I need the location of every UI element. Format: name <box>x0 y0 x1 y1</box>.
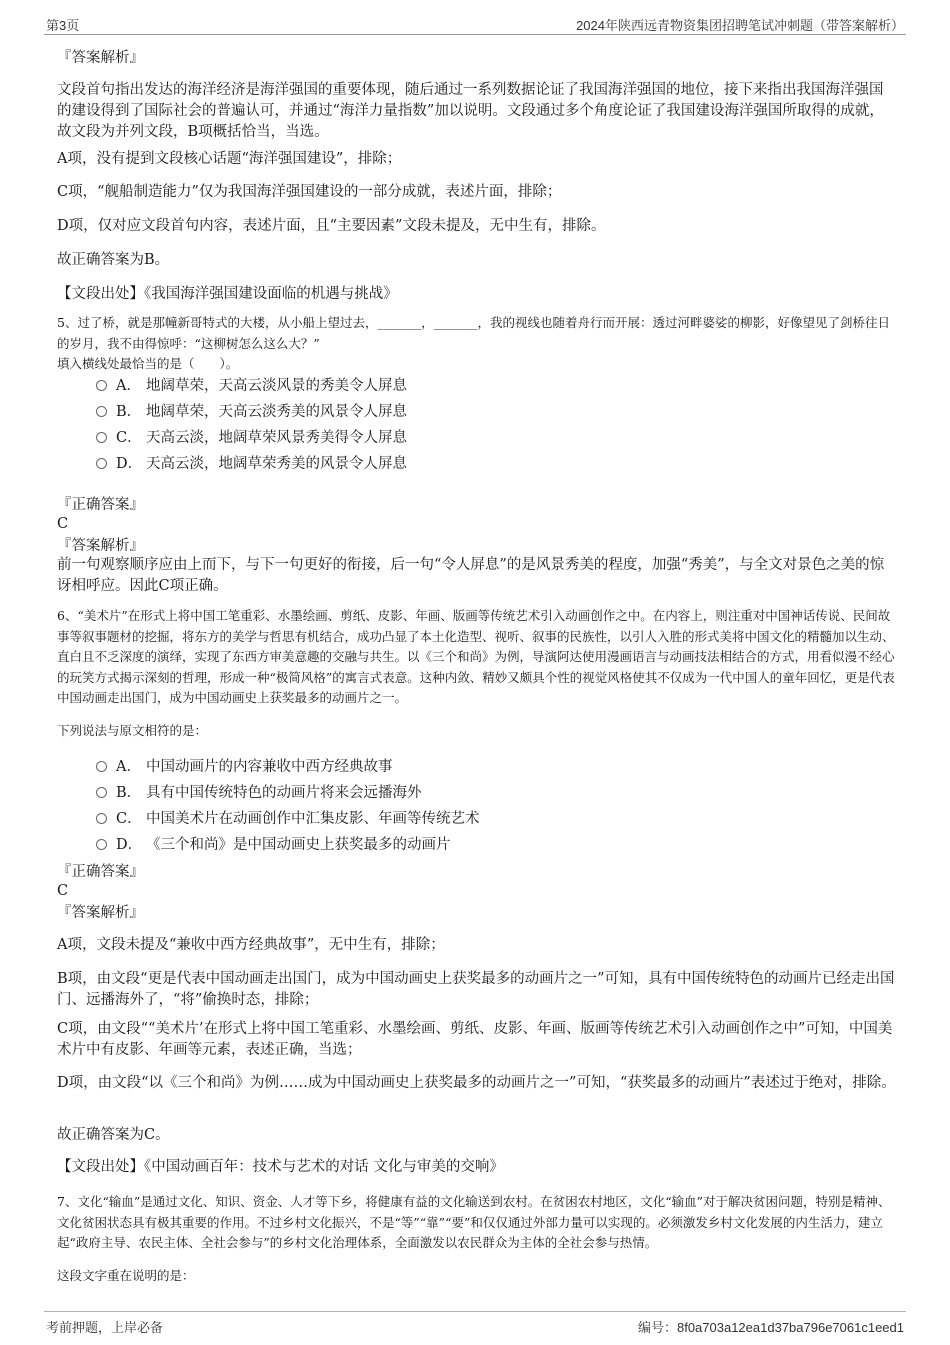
radio-icon[interactable] <box>96 458 107 469</box>
q4-option-c-analysis: C项，“舰船制造能力”仅为我国海洋强国建设的一部分成就，表述片面，排除； <box>57 184 562 200</box>
q6-option-d-analysis: D项，由文段“以《三个和尚》为例……成为中国动画史上获奖最多的动画片之一”可知，“获奖最多的动画片”表述过于绝对，排除。 <box>57 1075 896 1091</box>
q5-answer-label: 『正确答案』 <box>57 497 144 513</box>
q7-prompt: 这段文字重在说明的是： <box>57 1268 195 1283</box>
q7-stem: 7、文化“输血”是通过文化、知识、资金、人才等下乡，将健康有益的文化输送到农村。在贫困农村地区，文化“输血”对于解决贫困问题，特别是精神、文化贫困状态具有极其重要的作用。不过乡村文化振兴，不是“等”“靠”“要”和仅仅通过外部力量可以实现的。必须激发乡村文化发展的内生活力，建立起“政府主导、农民主体、全社会参与”的乡村文化治理体系，全面激发以农民群众为主体的全社会参与热情。 <box>57 1194 891 1250</box>
document-code-label: 编号： <box>637 1320 677 1335</box>
q5-analysis-text: 前一句观察顺序应由上而下，与下一句更好的衔接，后一句“令人屏息”的是风景秀美的程度，加强“秀美”，与全文对景色之美的惊讶相呼应。因此C项正确。 <box>57 557 885 594</box>
page-header <box>44 14 906 35</box>
q5-stem: 5、过了桥，就是那幢新哥特式的大楼，从小船上望过去，_______，_______，我的视线也随着舟行而开展：透过河畔婆娑的柳影，好像望见了剑桥往日的岁月，我不由得惊呼：“这柳树怎么这么大？” <box>57 315 890 351</box>
page-number: 第3页 <box>46 18 80 33</box>
q4-conclusion: 故正确答案为B。 <box>57 252 170 268</box>
q6-answer-label: 『正确答案』 <box>57 864 144 880</box>
radio-icon[interactable] <box>96 380 107 391</box>
document-title: 2024年陕西远青物资集团招聘笔试冲刺题（带答案解析） <box>576 18 904 33</box>
q6-option-b-analysis: B项，由文段“更是代表中国动画走出国门，成为中国动画史上获奖最多的动画片之一”可知，具有中国传统特色的动画片已经走出国门、远播海外了，“将”偷换时态，排除； <box>57 971 895 1008</box>
q6-analysis-label: 『答案解析』 <box>57 905 144 921</box>
radio-icon[interactable] <box>96 761 107 772</box>
q5-option-c[interactable]: C． 天高云淡，地阔草荣风景秀美得令人屏息 <box>96 428 407 448</box>
q5-prompt: 填入横线处最恰当的是（ ）。 <box>57 356 239 371</box>
q4-analysis-label: 『答案解析』 <box>57 50 144 66</box>
q4-source: 【文段出处】《我国海洋强国建设面临的机遇与挑战》 <box>57 286 398 302</box>
q6-option-d[interactable]: D． 《三个和尚》是中国动画史上获奖最多的动画片 <box>96 835 451 855</box>
q4-analysis-text: 文段首句指出发达的海洋经济是海洋强国的重要体现，随后通过一系列数据论证了我国海洋强国的地位，接下来指出我国海洋强国的建设得到了国际社会的普遍认可，并通过“海洋力量指数”加以说明。文段通过多个角度论证了我国建设海洋强国所取得的成就，故文段为并列文段，B项概括恰当，当选。 <box>57 82 884 140</box>
q5-option-a[interactable]: A． 地阔草荣，天高云淡风景的秀美令人屏息 <box>96 376 407 396</box>
radio-icon[interactable] <box>96 839 107 850</box>
q6-option-b[interactable]: B． 具有中国传统特色的动画片将来会远播海外 <box>96 783 422 803</box>
radio-icon[interactable] <box>96 406 107 417</box>
q6-conclusion: 故正确答案为C。 <box>57 1127 170 1143</box>
q6-prompt: 下列说法与原文相符的是： <box>57 723 208 738</box>
q4-option-d-analysis: D项，仅对应文段首句内容，表述片面，且“主要因素”文段未提及，无中生有，排除。 <box>57 218 606 234</box>
q5-answer: C <box>57 516 69 532</box>
q5-analysis-label: 『答案解析』 <box>57 538 144 554</box>
q6-option-c-analysis: C项，由文段““美术片’在形式上将中国工笔重彩、水墨绘画、剪纸、皮影、年画、版画等传统艺术引入动画创作之中”可知，中国美术片中有皮影、年画等元素，表述正确，当选； <box>57 1021 893 1058</box>
radio-icon[interactable] <box>96 813 107 824</box>
q6-stem: 6、“美术片”在形式上将中国工笔重彩、水墨绘画、剪纸、皮影、年画、版画等传统艺术引入动画创作之中。在内容上，则注重对中国神话传说、民间故事等叙事题材的挖掘，将东方的美学与哲思有机结合，成功凸显了本土化造型、视听、叙事的民族性，以引人入胜的形式美将中国文化的精髓加以生动、直白且不乏深度的演绎，实现了东西方审美意趣的交融与共生。以《三个和尚》为例，导演阿达使用漫画语言与动画技法相结合的方式，用看似漫不经心的玩笑方式揭示深刻的哲理，形成一种“极简风格”的寓言式表意。这种内敛、精妙又颇具个性的视觉风格使其不仅成为一代中国人的童年回忆，更是代表中国动画走出国门，成为中国动画史上获奖最多的动画片之一。 <box>57 608 895 705</box>
q6-option-a-analysis: A项，文段未提及“兼收中西方经典故事”，无中生有，排除； <box>57 937 445 953</box>
q6-answer: C <box>57 883 69 899</box>
document-code-value: 8f0a703a12ea1d37ba796e7061c1eed1 <box>676 1320 904 1335</box>
radio-icon[interactable] <box>96 787 107 798</box>
q6-source: 【文段出处】《中国动画百年：技术与艺术的对话 文化与审美的交响》 <box>57 1159 504 1175</box>
q5-option-d[interactable]: D． 天高云淡，地阔草荣秀美的风景令人屏息 <box>96 454 407 474</box>
q5-option-b[interactable]: B． 地阔草荣，天高云淡秀美的风景令人屏息 <box>96 402 407 422</box>
footer-slogan: 考前押题，上岸必备 <box>46 1320 164 1335</box>
q6-option-a[interactable]: A． 中国动画片的内容兼收中西方经典故事 <box>96 757 393 777</box>
page-footer <box>44 1311 906 1334</box>
document-code <box>638 1317 904 1336</box>
q6-option-c[interactable]: C． 中国美术片在动画创作中汇集皮影、年画等传统艺术 <box>96 809 480 829</box>
q4-option-a-analysis: A项，没有提到文段核心话题“海洋强国建设”，排除； <box>57 151 402 167</box>
radio-icon[interactable] <box>96 432 107 443</box>
